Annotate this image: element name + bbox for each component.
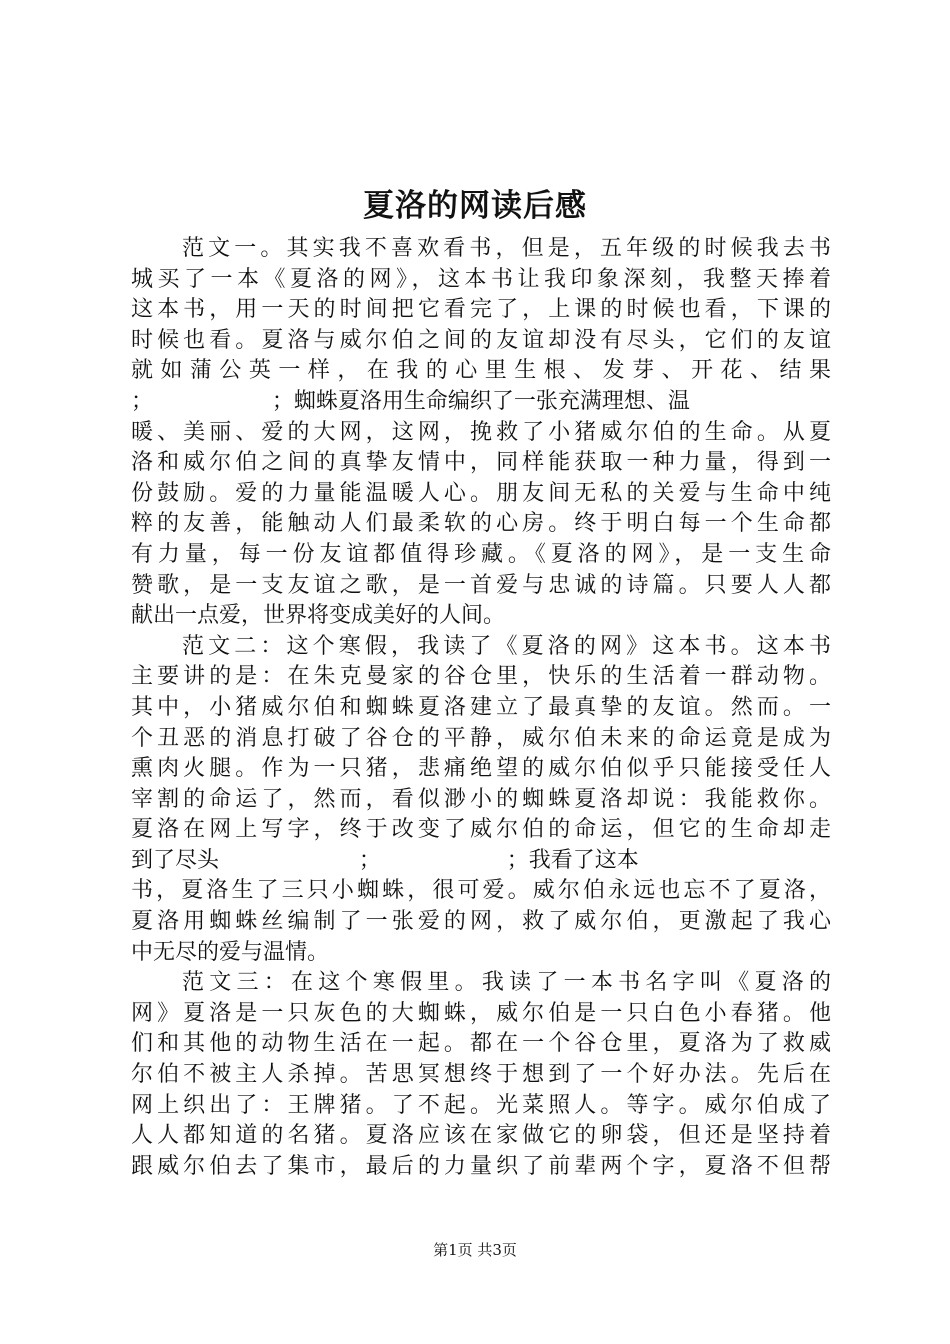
text-line: 城买了一本《夏洛的网》，这本书让我印象深刻，我整天捧着 — [131, 266, 831, 292]
text-line: 洛和威尔伯之间的真挚友情中，同样能获取一种力量，得到一 — [131, 450, 831, 476]
text-line: 范文一。其实我不喜欢看书，但是，五年级的时候我去书 — [182, 236, 831, 261]
text-line: 范文二：这个寒假，我读了《夏洛的网》这本书。这本书 — [182, 633, 831, 659]
text-line: 时候也看。夏洛与威尔伯之间的友谊却没有尽头，它们的友谊 — [131, 327, 831, 353]
text-line: 人人都知道的名猪。夏洛应该在家做它的卵袋，但还是坚持着 — [131, 1123, 831, 1149]
document-title: 夏洛的网读后感 — [363, 188, 587, 224]
text-line: ； ；蜘蛛夏洛用生命编织了一张充满理想、温 — [131, 388, 690, 414]
text-line: 尔伯不被主人杀掉。苦思冥想终于想到了一个好办法。先后在 — [131, 1062, 831, 1088]
text-line: 范文三：在这个寒假里。我读了一本书名字叫《夏洛的 — [182, 970, 831, 996]
page-footer: 第1页 共3页 — [433, 1241, 517, 1259]
text-line: 其中，小猪威尔伯和蜘蛛夏洛建立了最真挚的友谊。然而。一 — [131, 694, 831, 720]
text-line: 就如蒲公英一样，在我的心里生根、发芽、开花、结果 — [131, 358, 831, 384]
text-line: 熏肉火腿。作为一只猪，悲痛绝望的威尔伯似乎只能接受任人 — [131, 756, 831, 782]
text-line: 夏洛用蜘蛛丝编制了一张爱的网，救了威尔伯，更激起了我心 — [131, 909, 831, 935]
text-line: 献出一点爱，世界将变成美好的人间。 — [131, 603, 506, 629]
text-line: 夏洛在网上写字，终于改变了威尔伯的命运，但它的生命却走 — [131, 817, 831, 843]
text-line: 主要讲的是：在朱克曼家的谷仓里，快乐的生活着一群动物。 — [131, 664, 831, 690]
text-line: 个丑恶的消息打破了谷仓的平静，威尔伯未来的命运竟是成为 — [131, 725, 831, 751]
document-body — [131, 234, 831, 1182]
text-line: 到了尽头 ； ；我看了这本 — [131, 847, 639, 873]
text-line: 暖、美丽、爱的大网，这网，挽救了小猪威尔伯的生命。从夏 — [131, 419, 831, 445]
text-line: 跟威尔伯去了集市，最后的力量织了前辈两个字，夏洛不但帮 — [131, 1153, 831, 1179]
text-line: 中无尽的爱与温情。 — [131, 939, 330, 965]
text-line: 网上织出了：王牌猪。了不起。光菜照人。等字。威尔伯成了 — [131, 1092, 831, 1118]
text-line: 粹的友善，能触动人们最柔软的心房。终于明白每一个生命都 — [131, 511, 831, 537]
text-line: 书，夏洛生了三只小蜘蛛，很可爱。威尔伯永远也忘不了夏洛， — [131, 878, 831, 904]
text-line: 宰割的命运了，然而，看似渺小的蜘蛛夏洛却说：我能救你。 — [131, 786, 831, 812]
text-line: 网》夏洛是一只灰色的大蜘蛛，威尔伯是一只白色小春猪。他 — [131, 1000, 831, 1026]
text-line: 们和其他的动物生活在一起。都在一个谷仓里，夏洛为了救威 — [131, 1031, 831, 1057]
text-line: 份鼓励。爱的力量能温暖人心。朋友间无私的关爱与生命中纯 — [131, 480, 831, 506]
text-line: 有力量，每一份友谊都值得珍藏。《夏洛的网》，是一支生命 — [131, 541, 831, 567]
text-line: 这本书，用一天的时间把它看完了，上课的时候也看，下课的 — [131, 297, 831, 323]
text-line: 赞歌，是一支友谊之歌，是一首爱与忠诚的诗篇。只要人人都 — [131, 572, 831, 598]
